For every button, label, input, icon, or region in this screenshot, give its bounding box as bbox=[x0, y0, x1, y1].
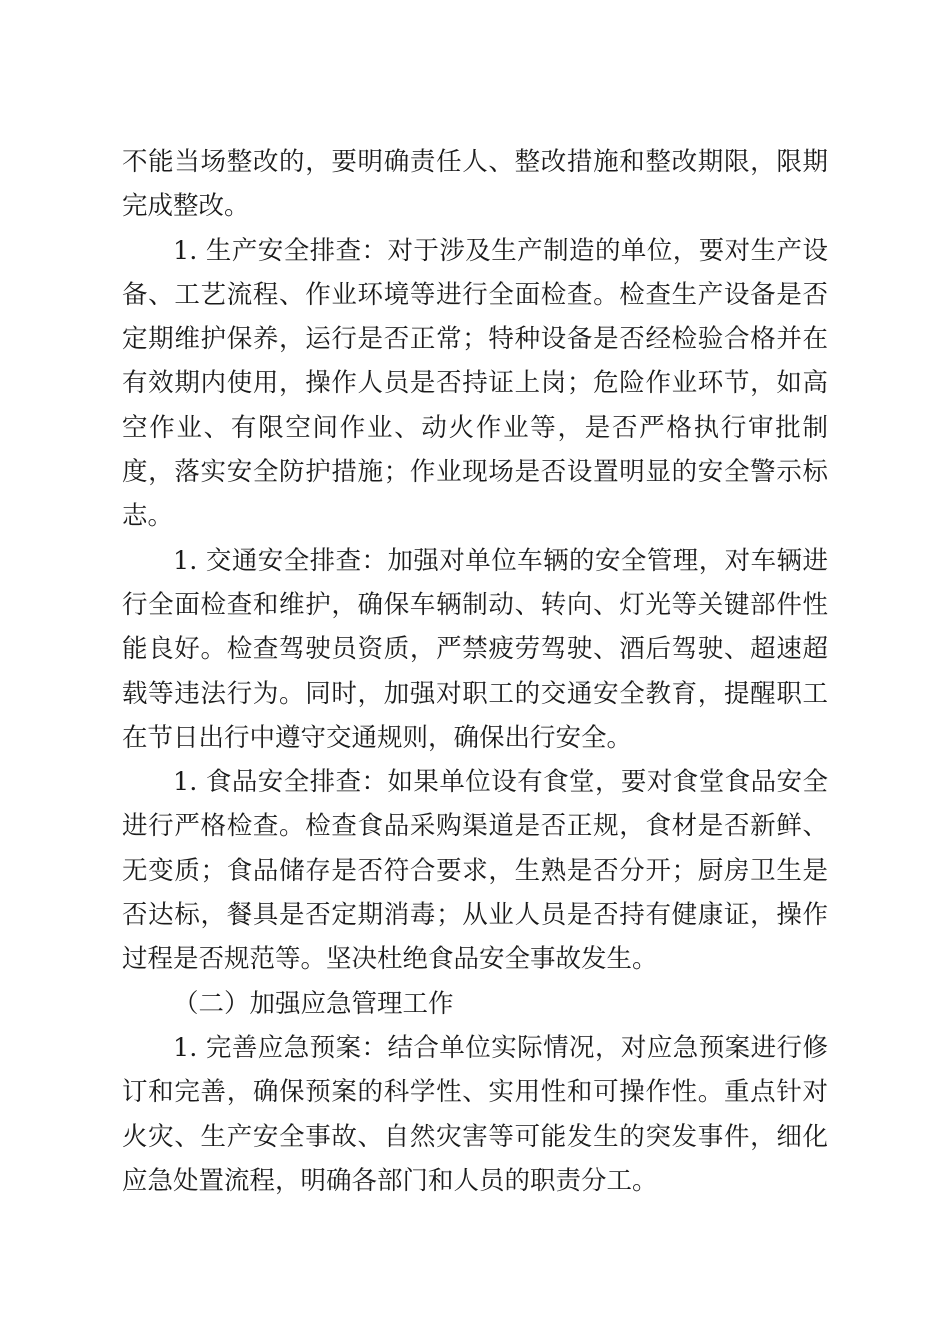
document-body bbox=[122, 140, 828, 1203]
paragraph-food-safety: 1. 食品安全排查：如果单位设有食堂，要对食堂食品安全进行严格检查。检查食品采购渠道是否正规，食材是否新鲜、无变质；食品储存是否符合要求，生熟是否分开；厨房卫生是否达标，餐具是否定期消毒；从业人员是否持有健康证，操作过程是否规范等。坚决杜绝食品安全事故发生。 bbox=[122, 767, 828, 975]
paragraph-emergency-plan: 1. 完善应急预案：结合单位实际情况，对应急预案进行修订和完善，确保预案的科学性、实用性和可操作性。重点针对火灾、生产安全事故、自然灾害等可能发生的突发事件，细化应急处置流程，明确各部门和人员的职责分工。 bbox=[122, 1032, 828, 1196]
paragraph-continuation: 不能当场整改的，要明确责任人、整改措施和整改期限，限期完成整改。 bbox=[122, 147, 828, 222]
paragraph-traffic-safety: 1. 交通安全排查：加强对单位车辆的安全管理，对车辆进行全面检查和维护，确保车辆制动、转向、灯光等关键部件性能良好。检查驾驶员资质，严禁疲劳驾驶、酒后驾驶、超速超载等违法行为。同时，加强对职工的交通安全教育，提醒职工在节日出行中遵守交通规则，确保出行安全。 bbox=[122, 545, 828, 753]
section-heading-emergency: （二）加强应急管理工作 bbox=[173, 988, 454, 1019]
paragraph-production-safety: 1. 生产安全排查：对于涉及生产制造的单位，要对生产设备、工艺流程、作业环境等进行全面检查。检查生产设备是否定期维护保养，运行是否正常；特种设备是否经检验合格并在有效期内使用，操作人员是否持证上岗；危险作业环节，如高空作业、有限空间作业、动火作业等，是否严格执行审批制度，落实安全防护措施；作业现场是否设置明显的安全警示标志。 bbox=[122, 235, 828, 532]
